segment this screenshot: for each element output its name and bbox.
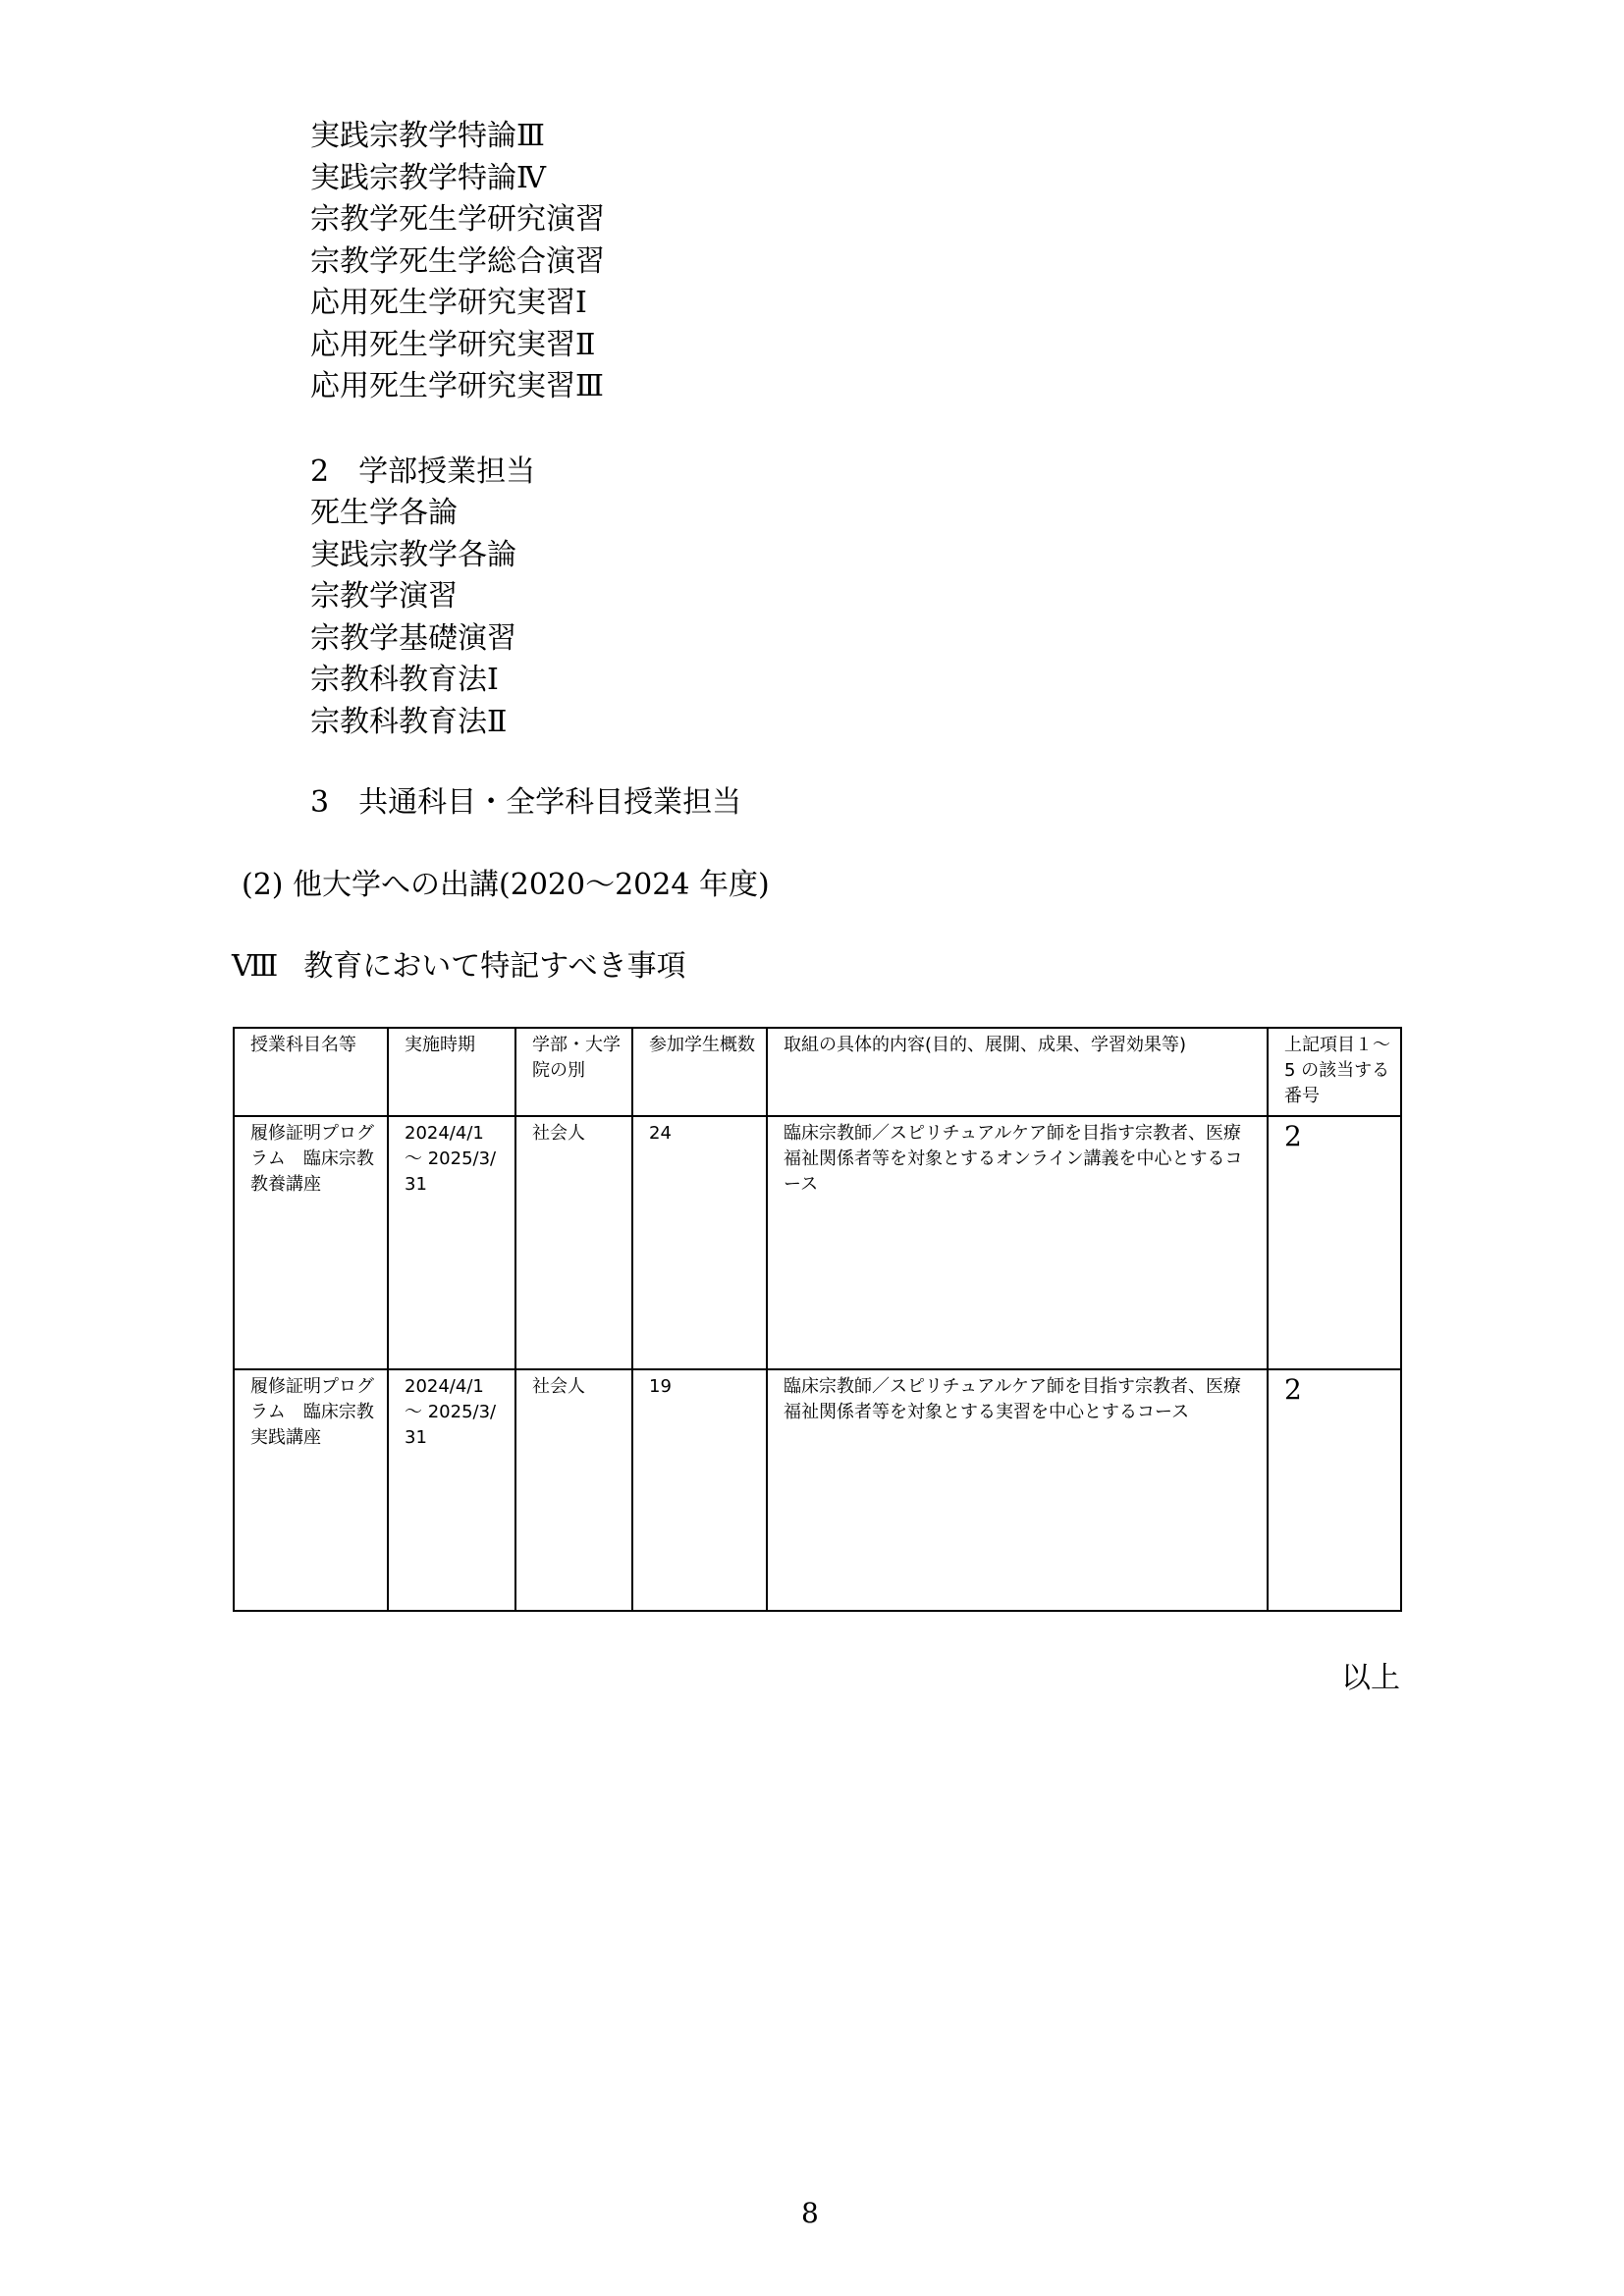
graduate-course-list [310, 116, 605, 408]
list-item: 宗教学演習 [310, 579, 458, 614]
cell-division: 社会人 [515, 1369, 632, 1611]
header-content: 取組の具体的内容(目的、展開、成果、学習効果等) [767, 1028, 1268, 1116]
cell-period: 2024/4/1 ～ 2025/3/31 [388, 1369, 515, 1611]
section-numeral: Ⅷ [232, 949, 279, 984]
section-title: 教育において特記すべき事項 [303, 949, 686, 984]
list-item: 実践宗教学特論Ⅲ [310, 119, 545, 153]
list-item: 宗教学死生学総合演習 [310, 243, 605, 279]
list-item: 応用死生学研究実習Ⅲ [310, 369, 604, 403]
section-viii-heading [232, 946, 686, 988]
list-item: 応用死生学研究実習Ⅰ [310, 286, 587, 320]
list-item: 宗教科教育法Ⅱ [310, 704, 508, 739]
header-period: 実施時期 [388, 1028, 515, 1116]
cell-students: 19 [632, 1369, 767, 1611]
list-item: 死生学各論 [310, 496, 458, 530]
cell-course: 履修証明プログラム 臨床宗教教養講座 [234, 1116, 388, 1369]
cell-item-number: 2 [1268, 1369, 1401, 1611]
list-item: 宗教科教育法Ⅰ [310, 663, 499, 697]
page-number: 8 [801, 2197, 819, 2229]
cell-content: 臨床宗教師／スピリチュアルケア師を目指す宗教者、医療福祉関係者等を対象とするオンライン講義を中心とするコース [767, 1116, 1268, 1369]
list-item: 実践宗教学特論Ⅳ [310, 160, 546, 195]
education-table [233, 1027, 1402, 1612]
other-university-heading: (2) 他大学への出講(2020～2024 年度) [242, 868, 770, 902]
cell-content: 臨床宗教師／スピリチュアルケア師を目指す宗教者、医療福祉関係者等を対象とする実習を中心とするコース [767, 1369, 1268, 1611]
list-item: 宗教学死生学研究演習 [310, 202, 605, 237]
cell-students: 24 [632, 1116, 767, 1369]
header-division: 学部・大学院の別 [515, 1028, 632, 1116]
table-row [234, 1116, 1401, 1369]
header-item-number: 上記項目１～5 の該当する番号 [1268, 1028, 1401, 1116]
list-item: 応用死生学研究実習Ⅱ [310, 327, 596, 362]
cell-item-number: 2 [1268, 1116, 1401, 1369]
list-item: 宗教学基礎演習 [310, 620, 516, 656]
closing-text: 以上 [1341, 1661, 1400, 1695]
cell-division: 社会人 [515, 1116, 632, 1369]
header-students: 参加学生概数 [632, 1028, 767, 1116]
faculty-course-list [310, 493, 516, 743]
faculty-heading: 2 学部授業担当 [310, 454, 536, 489]
list-item: 実践宗教学各論 [310, 537, 516, 572]
table-header-row [234, 1028, 1401, 1116]
cell-period: 2024/4/1 ～ 2025/3/31 [388, 1116, 515, 1369]
common-heading: 3 共通科目・全学科目授業担当 [310, 785, 742, 820]
header-course: 授業科目名等 [234, 1028, 388, 1116]
table-row [234, 1369, 1401, 1611]
cell-course: 履修証明プログラム 臨床宗教実践講座 [234, 1369, 388, 1611]
